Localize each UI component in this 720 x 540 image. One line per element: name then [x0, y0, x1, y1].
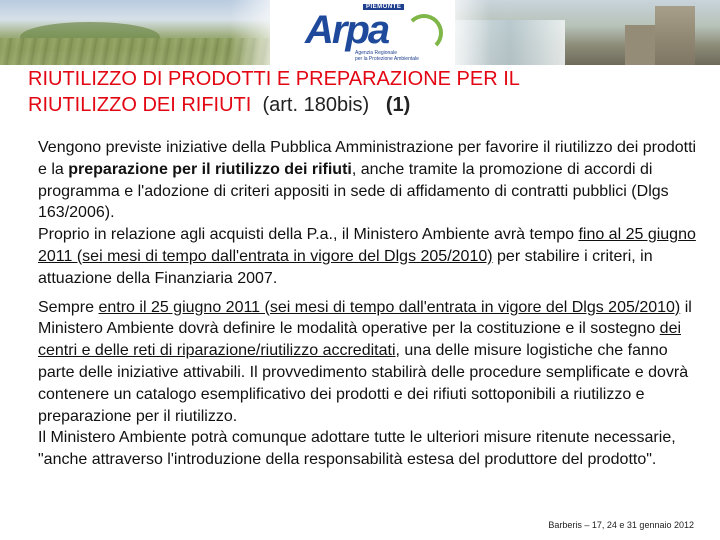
para2-text-3: , una delle misure logistiche che fanno parte delle iniziative attivabili. Il provvedimento stabilirà delle procedure semplificate e dovrà contenere un catalogo esemplificativo dei prodotti e dei rifiuti sottoponibili a riutilizzo e preparazione per il riutilizzo. [38, 342, 689, 425]
para1-underline: fino al 25 giugno 2011 (sei mesi di tempo dall'entrata in vigore del Dlgs 205/2010) [38, 226, 696, 265]
title-line-2: RIUTILIZZO DEI RIFIUTI [28, 94, 252, 116]
title-number: (1) [385, 94, 411, 116]
footer-credit: Barberis – 17, 24 e 31 gennaio 2012 [548, 520, 694, 530]
para1-text-2: , anche tramite la promozione di accordi di programma e l'adozione di criteri appositi in sede di affidamento di contratti pubblici (Dlgs 163/2006). [38, 160, 669, 222]
title-article: (art. 180bis) [262, 94, 370, 116]
para1-text-3: Proprio in relazione agli acquisti della P.a., il Ministero Ambiente avrà tempo [38, 226, 579, 244]
para2-text-4: Il Ministero Ambiente potrà comunque adottare tutte le ulteriori misure ritenute necessarie, "anche attraverso l'introduzione della responsabilità estesa del produttore del prodotto". [38, 429, 676, 469]
title-line-1: RIUTILIZZO DI PRODOTTI E PREPARAZIONE PER IL [28, 68, 520, 90]
para1-bold: preparazione per il riutilizzo dei rifiuti [68, 160, 352, 178]
logo-tagline-1: Agenzia Regionale [355, 50, 397, 56]
banner-landscape-right [455, 0, 720, 65]
para2-underline-1: entro il 25 giugno 2011 (sei mesi di tempo dall'entrata in vigore del Dlgs 205/2010) [98, 298, 681, 316]
paragraph-1 [38, 137, 708, 290]
para2-text-2: il Ministero Ambiente dovrà definire le modalità operative per la costituzione e il sostegno [38, 298, 692, 338]
para1-text-1: Vengono previste iniziative della Pubblica Amministrazione per favorire il riutilizzo dei prodotti e la [38, 139, 697, 178]
para2-text-1: Sempre [38, 298, 99, 316]
arpa-logo [305, 4, 455, 66]
logo-tagline-2: per la Protezione Ambientale [355, 56, 419, 62]
para1-text-4: per stabilire i criteri, in attuazione della Finanziaria 2007. [38, 247, 653, 287]
logo-region: PIEMONTE [363, 4, 404, 10]
paragraph-2 [38, 297, 708, 471]
slide-body [38, 137, 708, 471]
logo-brand: Arpa [305, 8, 389, 52]
logo-swoosh-icon [405, 14, 443, 52]
para2-underline-2: dei centri e delle reti di riparazione/riutilizzo accreditati [38, 320, 682, 360]
slide-title [28, 66, 708, 118]
